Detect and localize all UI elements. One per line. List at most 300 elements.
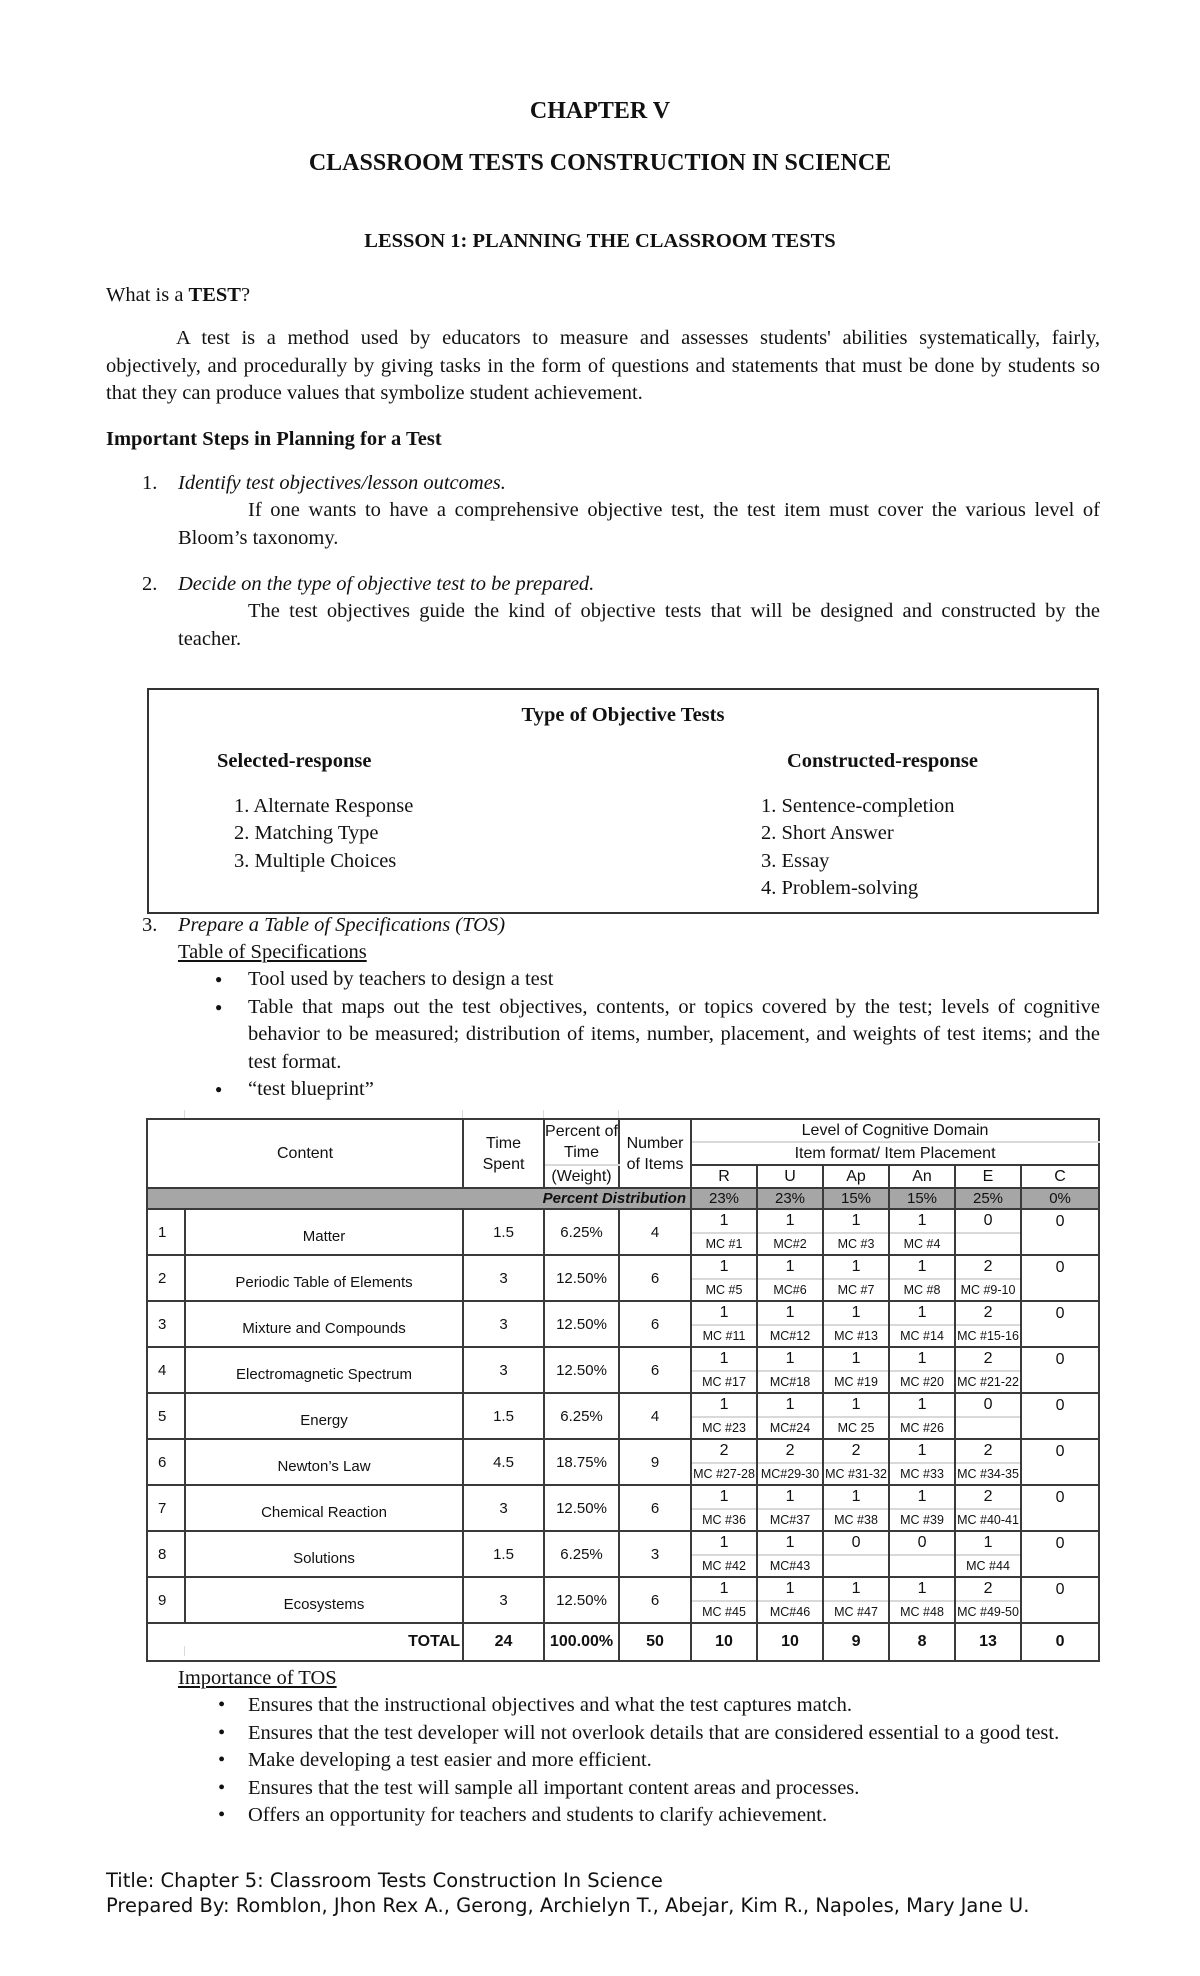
level-cell-stack	[1022, 1533, 1098, 1575]
tos-table-body	[147, 1209, 1099, 1623]
row-number: 8	[147, 1531, 185, 1577]
selected-response-list	[234, 793, 413, 876]
level-count: 1	[824, 1256, 888, 1280]
selected-response-column	[217, 748, 414, 875]
level-cell-stack	[1022, 1257, 1098, 1299]
level-count: 0	[1055, 1213, 1065, 1230]
level-cell	[757, 1393, 823, 1439]
row-content: Energy	[185, 1393, 463, 1439]
list-item: 4. Problem-solving	[761, 877, 919, 899]
level-count: 1	[692, 1486, 756, 1510]
item-placement: MC #27-28	[693, 1467, 755, 1481]
chapter-title: CLASSROOM TESTS CONSTRUCTION IN SCIENCE	[308, 150, 892, 176]
level-cell-stack	[956, 1302, 1020, 1346]
tos-table	[146, 1118, 1100, 1662]
row-time-spent: 1.5	[463, 1209, 544, 1255]
item-placement	[1022, 1555, 1098, 1575]
level-cell	[955, 1209, 1021, 1255]
item-placement	[1022, 1463, 1098, 1483]
level-cell-stack	[824, 1348, 888, 1392]
bullet-text: Make developing a test easier and more efficient.	[248, 1749, 652, 1771]
row-number: 3	[147, 1301, 185, 1347]
row-percent: 12.50%	[544, 1577, 619, 1623]
item-placement: MC #45	[702, 1605, 746, 1619]
item-placement: MC #3	[837, 1237, 875, 1251]
step-1-body: If one wants to have a comprehensive objective test, the test item must cover the various level of Bloom’s taxonomy.	[178, 499, 1100, 549]
item-placement: MC #47	[834, 1605, 878, 1619]
item-placement: MC #49-50	[957, 1605, 1019, 1619]
bullet-item	[218, 1775, 1100, 1803]
level-count: 0	[1055, 1535, 1065, 1552]
level-cell-stack	[824, 1486, 888, 1530]
percent-distribution-label: Percent Distribution	[147, 1188, 691, 1209]
bullet-dot-icon: •	[218, 1804, 226, 1826]
list-item: 3. Essay	[761, 849, 830, 872]
level-count: 1	[824, 1348, 888, 1372]
level-cell-stack	[956, 1578, 1020, 1622]
level-count: 1	[692, 1256, 756, 1280]
level-cell	[889, 1301, 955, 1347]
table-row	[147, 1301, 1099, 1347]
level-cell	[823, 1209, 889, 1255]
row-percent: 12.50%	[544, 1347, 619, 1393]
level-cell-stack	[824, 1256, 888, 1300]
level-count: 2	[824, 1440, 888, 1464]
item-placement: MC #7	[837, 1283, 875, 1297]
table-row	[147, 1485, 1099, 1531]
level-cell-stack	[758, 1210, 822, 1254]
level-cell-stack	[758, 1486, 822, 1530]
bullet-item	[215, 994, 1100, 1077]
level-cell	[889, 1531, 955, 1577]
question-prefix: What is a	[106, 284, 189, 306]
level-cell	[889, 1577, 955, 1623]
objective-tests-box	[147, 688, 1099, 914]
level-count: 1	[890, 1394, 954, 1418]
level-count: 0	[1055, 1259, 1065, 1276]
level-cell-stack	[1022, 1579, 1098, 1621]
footer-prepared-by: Prepared By: Romblon, Jhon Rex A., Gerong, Archielyn T., Abejar, Kim R., Napoles, Mary Jane U.	[106, 1894, 1030, 1917]
row-percent: 6.25%	[544, 1393, 619, 1439]
level-count: 1	[758, 1578, 822, 1602]
item-placement: MC #13	[834, 1329, 878, 1343]
list-item: 2. Matching Type	[234, 822, 379, 844]
total-level: 8	[889, 1623, 955, 1661]
item-placement	[890, 1556, 954, 1576]
level-cell-stack	[824, 1302, 888, 1346]
level-cell-stack	[956, 1210, 1020, 1254]
bullet-dot-icon: ●	[215, 972, 223, 986]
level-cell-stack	[890, 1348, 954, 1392]
level-count: 1	[890, 1440, 954, 1464]
bullet-dot-icon: ●	[215, 1082, 223, 1096]
level-cell	[1021, 1577, 1099, 1623]
level-count: 2	[956, 1440, 1020, 1464]
step-1-number: 1.	[142, 472, 158, 494]
row-items: 3	[619, 1531, 691, 1577]
level-cell	[691, 1577, 757, 1623]
level-cell	[691, 1301, 757, 1347]
tos-subheading: Table of Specifications	[178, 941, 367, 963]
row-time-spent: 3	[463, 1577, 544, 1623]
percent-distribution-row	[147, 1188, 1099, 1209]
level-cell-stack	[1022, 1211, 1098, 1253]
level-count: 0	[956, 1394, 1020, 1418]
item-placement: MC #14	[900, 1329, 944, 1343]
level-cell	[691, 1439, 757, 1485]
level-cell-stack	[890, 1256, 954, 1300]
total-level: 10	[757, 1623, 823, 1661]
level-cell-stack	[692, 1302, 756, 1346]
level-cell	[889, 1439, 955, 1485]
level-cell	[757, 1577, 823, 1623]
level-cell	[823, 1439, 889, 1485]
item-placement: MC #17	[702, 1375, 746, 1389]
item-placement: MC #39	[900, 1513, 944, 1527]
item-placement: MC #44	[966, 1559, 1010, 1573]
level-cell-stack	[890, 1440, 954, 1484]
total-time: 24	[463, 1623, 544, 1661]
level-cell	[1021, 1485, 1099, 1531]
table-row	[147, 1347, 1099, 1393]
row-percent: 12.50%	[544, 1255, 619, 1301]
level-cell	[889, 1209, 955, 1255]
level-count: 0	[890, 1532, 954, 1556]
level-cell-stack	[956, 1486, 1020, 1530]
bullet-text: Tool used by teachers to design a test	[248, 968, 554, 990]
header-cognitive-domain: Level of Cognitive Domain	[691, 1119, 1099, 1142]
constructed-response-column	[761, 748, 978, 903]
row-time-spent: 1.5	[463, 1531, 544, 1577]
level-cell-stack	[956, 1440, 1020, 1484]
level-count: 2	[956, 1578, 1020, 1602]
level-count: 1	[758, 1394, 822, 1418]
level-count: 1	[890, 1256, 954, 1280]
row-items: 4	[619, 1393, 691, 1439]
row-number: 7	[147, 1485, 185, 1531]
row-time-spent: 3	[463, 1347, 544, 1393]
bullet-text: Ensures that the instructional objectives and what the test captures match.	[248, 1694, 852, 1716]
item-placement	[1022, 1509, 1098, 1529]
level-cell	[691, 1255, 757, 1301]
table-row	[147, 1439, 1099, 1485]
level-cell-stack	[890, 1210, 954, 1254]
tos-table-container	[146, 1110, 1100, 1656]
level-cell-stack	[692, 1532, 756, 1576]
row-percent: 12.50%	[544, 1485, 619, 1531]
level-count: 2	[692, 1440, 756, 1464]
item-placement: MC #23	[702, 1421, 746, 1435]
level-count: 1	[824, 1302, 888, 1326]
level-cell	[823, 1347, 889, 1393]
level-count: 1	[890, 1486, 954, 1510]
level-cell	[889, 1393, 955, 1439]
level-cell-stack	[692, 1394, 756, 1438]
row-content: Chemical Reaction	[185, 1485, 463, 1531]
item-placement: MC#18	[769, 1375, 811, 1389]
level-cell-stack	[890, 1532, 954, 1576]
level-cell-stack	[956, 1256, 1020, 1300]
level-cell	[691, 1531, 757, 1577]
chapter-heading: CHAPTER V	[529, 98, 671, 124]
level-cell-stack	[758, 1302, 822, 1346]
distribution-value: 15%	[823, 1188, 889, 1209]
item-placement: MC #15-16	[957, 1329, 1019, 1343]
level-cell	[757, 1439, 823, 1485]
level-count: 1	[758, 1486, 822, 1510]
bullet-text: Ensures that the test developer will not overlook details that are considered essential to a good test.	[248, 1721, 1060, 1744]
level-cell-stack	[890, 1394, 954, 1438]
level-cell	[955, 1577, 1021, 1623]
level-cell	[757, 1531, 823, 1577]
level-cell-stack	[824, 1210, 888, 1254]
list-item: 2. Short Answer	[761, 822, 894, 844]
bullet-text: Ensures that the test will sample all important content areas and processes.	[248, 1776, 860, 1799]
level-cell	[691, 1485, 757, 1531]
row-time-spent: 1.5	[463, 1393, 544, 1439]
list-item: 3. Multiple Choices	[234, 849, 397, 872]
item-placement: MC#43	[769, 1559, 811, 1573]
level-cell	[823, 1255, 889, 1301]
row-items: 6	[619, 1485, 691, 1531]
tos-bullet-list	[215, 966, 1100, 1104]
row-time-spent: 3	[463, 1485, 544, 1531]
row-number: 4	[147, 1347, 185, 1393]
level-count: 2	[758, 1440, 822, 1464]
bullet-text: Offers an opportunity for teachers and students to clarify achievement.	[248, 1804, 828, 1826]
level-cell	[955, 1531, 1021, 1577]
level-cell	[691, 1393, 757, 1439]
total-items: 50	[619, 1623, 691, 1661]
item-placement: MC#46	[769, 1605, 811, 1619]
level-count: 0	[1055, 1351, 1065, 1368]
level-count: 1	[890, 1578, 954, 1602]
importance-bullet-list	[218, 1692, 1100, 1830]
level-cell-stack	[824, 1532, 888, 1576]
level-cell	[955, 1393, 1021, 1439]
header-level-r: R	[691, 1165, 757, 1188]
bullet-dot-icon: •	[218, 1694, 226, 1716]
level-cell	[757, 1255, 823, 1301]
level-cell	[955, 1439, 1021, 1485]
table-row	[147, 1255, 1099, 1301]
bullet-item	[218, 1692, 1100, 1720]
distribution-value: 23%	[691, 1188, 757, 1209]
row-items: 6	[619, 1577, 691, 1623]
level-cell-stack	[1022, 1441, 1098, 1483]
level-cell	[757, 1347, 823, 1393]
step-2-title: Decide on the type of objective test to be prepared.	[178, 573, 595, 595]
level-cell	[1021, 1531, 1099, 1577]
item-placement: MC #11	[702, 1329, 746, 1343]
level-cell	[1021, 1255, 1099, 1301]
level-cell	[1021, 1393, 1099, 1439]
level-cell	[691, 1209, 757, 1255]
bullet-dot-icon: •	[218, 1749, 226, 1771]
row-number: 5	[147, 1393, 185, 1439]
level-cell-stack	[758, 1440, 822, 1484]
level-cell	[1021, 1209, 1099, 1255]
level-cell-stack	[692, 1256, 756, 1300]
item-placement: MC #20	[900, 1375, 944, 1389]
item-placement	[1022, 1601, 1098, 1621]
item-placement: MC #5	[705, 1283, 743, 1297]
page-footer	[106, 1868, 1106, 1918]
step-2-body: The test objectives guide the kind of objective tests that will be designed and constructed by the teacher.	[178, 600, 1100, 650]
header-percent-time: Percent of Time	[544, 1119, 619, 1165]
level-count: 1	[890, 1210, 954, 1234]
item-placement	[1022, 1233, 1098, 1253]
row-items: 9	[619, 1439, 691, 1485]
level-cell-stack	[956, 1394, 1020, 1438]
level-cell-stack	[1022, 1349, 1098, 1391]
footer-title: Title: Chapter 5: Classroom Tests Construction In Science	[106, 1869, 663, 1892]
level-count: 2	[956, 1348, 1020, 1372]
level-cell	[823, 1577, 889, 1623]
level-count: 1	[692, 1578, 756, 1602]
row-percent: 6.25%	[544, 1531, 619, 1577]
level-cell	[1021, 1439, 1099, 1485]
level-count: 1	[824, 1578, 888, 1602]
level-count: 1	[890, 1348, 954, 1372]
level-count: 2	[956, 1256, 1020, 1280]
level-cell-stack	[692, 1486, 756, 1530]
level-cell	[823, 1485, 889, 1531]
level-cell	[823, 1531, 889, 1577]
level-count: 1	[758, 1256, 822, 1280]
item-placement: MC#29-30	[760, 1467, 820, 1481]
step-3-title-prefix: Prepare a Table of Specifications (	[178, 914, 463, 936]
header-level-c: C	[1021, 1165, 1099, 1188]
header-level-an: An	[889, 1165, 955, 1188]
row-items: 4	[619, 1209, 691, 1255]
level-count: 1	[824, 1394, 888, 1418]
distribution-value: 0%	[1021, 1188, 1099, 1209]
level-count: 2	[956, 1486, 1020, 1510]
level-cell-stack	[890, 1486, 954, 1530]
level-cell-stack	[956, 1348, 1020, 1392]
objective-tests-title: Type of Objective Tests	[521, 704, 725, 726]
selected-response-heading: Selected-response	[217, 750, 372, 772]
steps-heading: Important Steps in Planning for a Test	[106, 428, 442, 450]
level-cell-stack	[758, 1348, 822, 1392]
row-percent: 12.50%	[544, 1301, 619, 1347]
row-content: Mixture and Compounds	[185, 1301, 463, 1347]
total-level: 13	[955, 1623, 1021, 1661]
item-placement	[956, 1234, 1020, 1254]
item-placement: MC #38	[834, 1513, 878, 1527]
item-placement: MC #4	[903, 1237, 941, 1251]
what-is-test-question	[106, 282, 250, 310]
row-content: Matter	[185, 1209, 463, 1255]
level-count: 1	[758, 1348, 822, 1372]
constructed-response-list	[761, 793, 978, 903]
level-count: 0	[824, 1532, 888, 1556]
item-placement: MC #9-10	[960, 1283, 1016, 1297]
level-cell-stack	[956, 1532, 1020, 1576]
step-3-title-suffix: )	[498, 914, 506, 936]
total-percent: 100.00%	[544, 1623, 619, 1661]
item-placement: MC#6	[773, 1283, 807, 1297]
row-time-spent: 3	[463, 1255, 544, 1301]
level-count: 1	[824, 1486, 888, 1510]
level-cell	[823, 1301, 889, 1347]
item-placement	[956, 1418, 1020, 1438]
total-label: TOTAL	[147, 1623, 463, 1661]
level-cell-stack	[692, 1348, 756, 1392]
bullet-dot-icon: •	[218, 1776, 226, 1799]
level-cell-stack	[758, 1578, 822, 1622]
row-number: 9	[147, 1577, 185, 1623]
total-row	[147, 1623, 1099, 1661]
level-cell	[889, 1485, 955, 1531]
row-time-spent: 3	[463, 1301, 544, 1347]
level-cell	[823, 1393, 889, 1439]
item-placement	[1022, 1417, 1098, 1437]
level-cell-stack	[1022, 1487, 1098, 1529]
row-content: Periodic Table of Elements	[185, 1255, 463, 1301]
level-cell	[955, 1485, 1021, 1531]
level-cell-stack	[1022, 1395, 1098, 1437]
bullet-item	[218, 1720, 1100, 1748]
level-cell	[1021, 1347, 1099, 1393]
level-count: 1	[692, 1302, 756, 1326]
level-count: 1	[758, 1302, 822, 1326]
level-cell	[955, 1347, 1021, 1393]
level-cell-stack	[758, 1532, 822, 1576]
level-cell-stack	[824, 1578, 888, 1622]
bullet-item	[218, 1747, 1100, 1775]
level-cell	[757, 1485, 823, 1531]
level-count: 1	[692, 1210, 756, 1234]
bullet-item	[215, 1076, 1100, 1104]
item-placement: MC #26	[900, 1421, 944, 1435]
bullet-item	[215, 966, 1100, 994]
total-level: 10	[691, 1623, 757, 1661]
level-cell-stack	[692, 1210, 756, 1254]
level-count: 1	[890, 1302, 954, 1326]
level-count: 1	[692, 1348, 756, 1372]
header-time-spent: Time Spent	[463, 1119, 544, 1188]
level-cell-stack	[758, 1394, 822, 1438]
row-number: 1	[147, 1209, 185, 1255]
table-row	[147, 1393, 1099, 1439]
step-3-title-abbr: TOS	[462, 914, 499, 936]
item-placement	[1022, 1371, 1098, 1391]
header-weight: (Weight)	[544, 1165, 619, 1188]
level-count: 1	[692, 1532, 756, 1556]
header-level-u: U	[757, 1165, 823, 1188]
item-placement: MC #42	[702, 1559, 746, 1573]
level-count: 1	[758, 1210, 822, 1234]
level-cell	[691, 1347, 757, 1393]
item-placement: MC #36	[702, 1513, 746, 1527]
item-placement	[1022, 1325, 1098, 1345]
row-time-spent: 4.5	[463, 1439, 544, 1485]
level-cell-stack	[692, 1578, 756, 1622]
row-percent: 6.25%	[544, 1209, 619, 1255]
row-number: 6	[147, 1439, 185, 1485]
importance-heading: Importance of TOS	[178, 1667, 337, 1689]
header-level-e: E	[955, 1165, 1021, 1188]
row-content: Electromagnetic Spectrum	[185, 1347, 463, 1393]
item-placement: MC #48	[900, 1605, 944, 1619]
row-percent: 18.75%	[544, 1439, 619, 1485]
question-bold: TEST	[188, 284, 241, 306]
item-placement: MC #31-32	[825, 1467, 887, 1481]
level-count: 1	[692, 1394, 756, 1418]
level-count: 0	[956, 1210, 1020, 1234]
